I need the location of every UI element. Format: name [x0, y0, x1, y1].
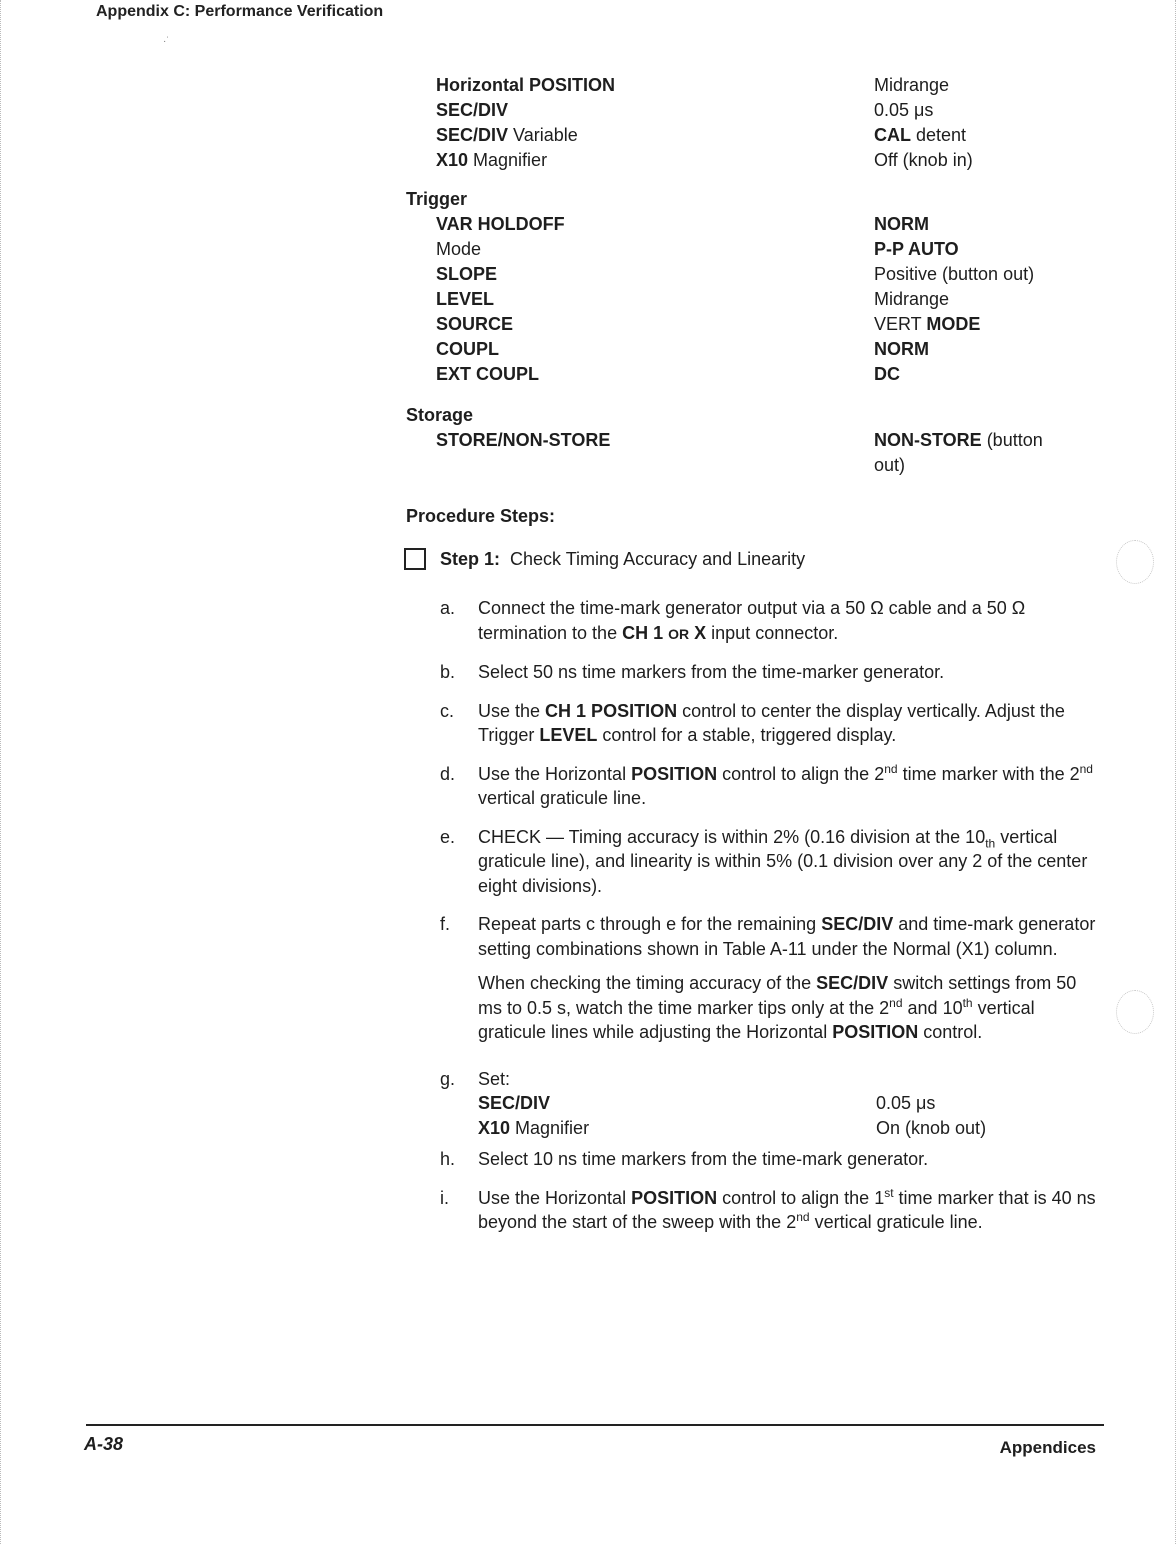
step-checkbox[interactable] — [404, 548, 426, 570]
setting-row: SEC/DIV 0.05 μs — [436, 100, 934, 120]
set-row: X10 Magnifier On (knob out) — [478, 1118, 987, 1138]
trigger-settings — [406, 187, 1106, 387]
setting-row: VAR HOLDOFF NORM — [436, 214, 929, 234]
item-f-note: When checking the timing accuracy of the SEC/DIV switch settings from 50 ms to 0.5 s, watch the time marker tips only at the 2nd and 10th vertical graticule lines while adjusting the Horizontal POSITION control. — [478, 973, 1077, 1042]
punch-hole — [1116, 540, 1154, 584]
item-b: b. Select 50 ns time markers from the time-marker generator. — [440, 662, 945, 682]
setting-row: X10 Magnifier Off (knob in) — [436, 150, 973, 170]
item-i: i. Use the Horizontal POSITION control to align the 1st time marker that is 40 ns beyond the start of the sweep with the 2nd vertical graticule line. — [440, 1185, 1096, 1232]
step-label: Step 1: — [440, 548, 501, 569]
setting-row: STORE/NON-STORE NON-STORE (button out) — [436, 430, 1043, 475]
setting-row: SLOPE Positive (button out) — [436, 264, 1035, 284]
page-number: A-38 — [84, 1434, 124, 1454]
page-header: Appendix C: Performance Verification — [96, 3, 384, 20]
item-c: c. Use the CH 1 POSITION control to center the display vertically. Adjust the Trigger LEVEL control for a stable, triggered display. — [440, 700, 1065, 745]
scan-speck: ·˙ — [163, 36, 170, 47]
item-d: d. Use the Horizontal POSITION control to align the 2nd time marker with the 2nd vertical graticule line. — [440, 761, 1093, 808]
procedure-title: Procedure Steps: — [406, 506, 556, 526]
footer-rule — [86, 1424, 1104, 1426]
setting-row: SOURCE VERT MODE — [436, 314, 981, 334]
setting-row: LEVEL Midrange — [436, 289, 950, 309]
setting-row: Mode P-P AUTO — [436, 239, 959, 259]
item-e: e. CHECK — Timing accuracy is within 2% (0.16 division at the $10_{th}$ vertical graticule line), and linearity is within 5% (0.1 division over any 2 of the center eight divisions). — [440, 826, 1088, 896]
punch-hole — [1116, 990, 1154, 1034]
step-text: Check Timing Accuracy and Linearity — [510, 548, 806, 569]
item-g: g. Set: SEC/DIV 0.05 μs X10 Magnifier On (knob out) — [440, 1067, 1100, 1142]
group-title-storage: Storage — [406, 405, 474, 425]
item-f: f. Repeat parts c through e for the remaining SEC/DIV and time-mark generator setting combinations shown in Table A-11 under the Normal (X1) column. When checking the timing accuracy of the SEC/DIV switch settings from 50 ms to 0.5 s, watch the time marker tips only at the 2nd and 10th vertical graticule lines while adjusting the Horizontal POSITION control. — [440, 912, 1100, 1045]
procedure-items — [440, 596, 1100, 1249]
item-h: h. Select 10 ns time markers from the time-mark generator. — [440, 1149, 929, 1169]
footer-section: Appendices — [999, 1438, 1096, 1457]
item-a: a. Connect the time-mark generator output via a 50 Ω cable and a 50 Ω termination to the CH 1 OR X input connector. — [440, 598, 1026, 643]
scan-edge-left — [0, 0, 3, 1544]
set-row: SEC/DIV 0.05 μs — [478, 1093, 936, 1113]
setting-row: EXT COUPL DC — [436, 364, 900, 384]
setting-row: SEC/DIV Variable CAL detent — [436, 125, 967, 145]
storage-settings — [406, 403, 1106, 478]
step-1 — [404, 548, 805, 570]
setting-row: COUPL NORM — [436, 339, 929, 359]
timebase-settings — [406, 73, 1106, 173]
group-title-trigger: Trigger — [406, 189, 468, 209]
setting-row: Horizontal POSITION Midrange — [436, 75, 950, 95]
